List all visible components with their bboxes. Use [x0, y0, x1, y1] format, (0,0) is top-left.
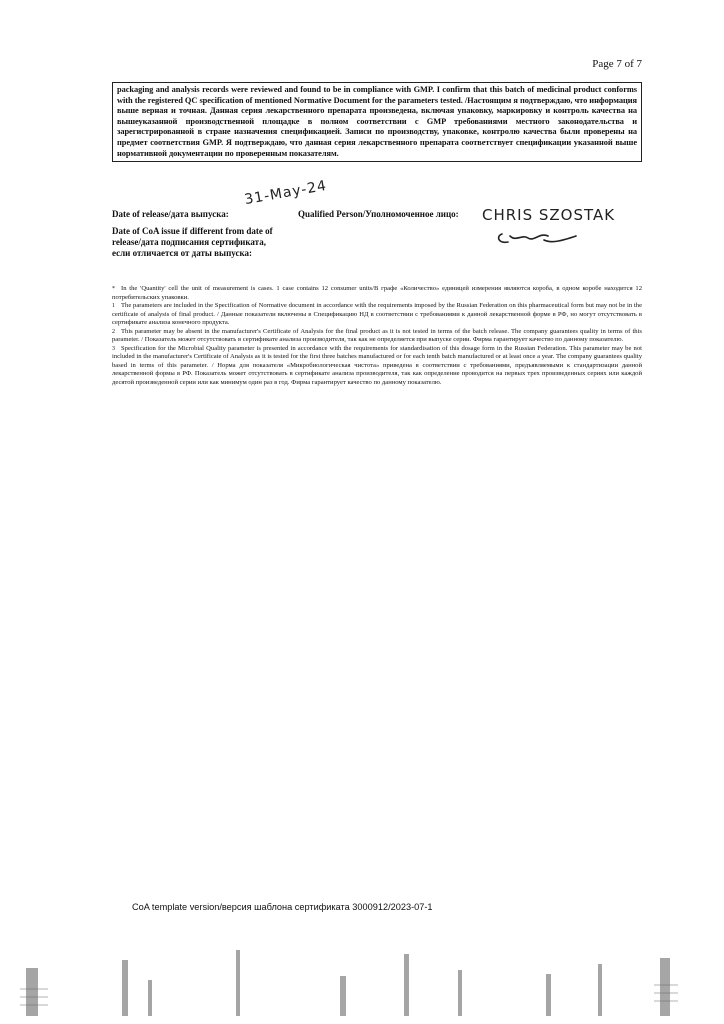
footnote-marker: 1	[112, 303, 115, 309]
qualified-person-label: Qualified Person/Уполномоченное лицо:	[298, 209, 459, 219]
footnote-marker: 3	[112, 345, 115, 352]
scan-artifact-band	[0, 940, 724, 1024]
footnote-text: This parameter may be absent in the manufacturer's Certificate of Analysis for the final product as it is not tested in terms of the batch release. The company guarantees quality in terms of this parameter. / Показатель может отсутствовать в сертификате анализа производителя, так как не определяется при выпуске серии. Фирма гарантирует качество по данному показателю.	[112, 327, 642, 343]
gmp-statement-box: packaging and analysis records were reviewed and found to be in compliance with GMP. I confirm that this batch of medicinal product conforms with the registered QC specification of mentioned Normative Document for the parameters tested. /Настоящим я подтверждаю, что информация выше верная и точная. Данная серия лекарственного препарата произведена, включая упаковку, маркировку и контроль качества на вышеуказанной производственной площадке в полном соответствии с GMP требованиями местного законодательства и зарегистрированной в стране назначения спецификацией. Записи по производству, упаковке, контролю качества были проверены на предмет соответствия GMP. Я подтверждаю, что данная серия лекарственного препарата соответствует спецификации указанной выше нормативной документации по проверенным показателям.	[112, 82, 642, 162]
footnote-text: The parameters are included in the Specification of Normative document in accordance with the requirements imposed by the Russian Federation on this pharmaceutical form but may not be in the certificate of analysis of final product. / Данные показатели включены в Спецификацию НД в соответствии с требованиями к данной лекарственной форме в РФ, но могут отсутствовать в сертификате анализа конечного продукта.	[112, 302, 642, 326]
footnote	[112, 302, 642, 328]
footnotes	[112, 285, 642, 387]
qualified-person-name-handwritten: CHRIS SZOSTAK	[482, 206, 616, 224]
release-date-label: Date of release/дата выпуска:	[112, 209, 229, 219]
qualified-person-signature	[492, 224, 582, 248]
footnote-marker: *	[112, 286, 115, 292]
release-date-handwritten: 31-May-24	[243, 177, 329, 209]
footnote-marker: 2	[112, 328, 115, 335]
footnote	[112, 285, 642, 302]
footnote	[112, 345, 642, 388]
footnote-text: Specification for the Microbial Quality parameter is presented in accordance with the requirements for standardisation of this dosage form in the Russian Federation. This parameter may be not included in the manufacturer's Certificate of Analysis as it is tested for the first three batches manufactured or for each tenth batch manufactured or at least once a year. The company guarantees quality based in terms of this parameter. / Норма для показателя «Микробиологическая чистота» приведена в соответствии с требованиями, предъявляемыми к стандартизации данной лекарственной формы в РФ. Показатель может отсутствовать в сертификате анализа производителя, так как определение проводится на первых трех произведенных сериях или каждой десятой произведенной серии или как минимум один раз в год. Фирма гарантирует качество по данному показателю.	[112, 344, 642, 386]
footnote	[112, 328, 642, 345]
template-version: CoA template version/версия шаблона сертификата 3000912/2023-07-1	[132, 902, 433, 912]
footnote-text: In the 'Quantity' cell the unit of measurement is cases. 1 case contains 12 consumer units/В графе «Количество» единицей измерения являются короба, в одном коробе находится 12 потребительских упаковки.	[112, 285, 642, 301]
coa-issue-date-label: Date of CoA issue if different from date of release/дата подписания сертификата, если отличается от даты выпуска:	[112, 226, 273, 258]
page-number: Page 7 of 7	[592, 58, 642, 70]
